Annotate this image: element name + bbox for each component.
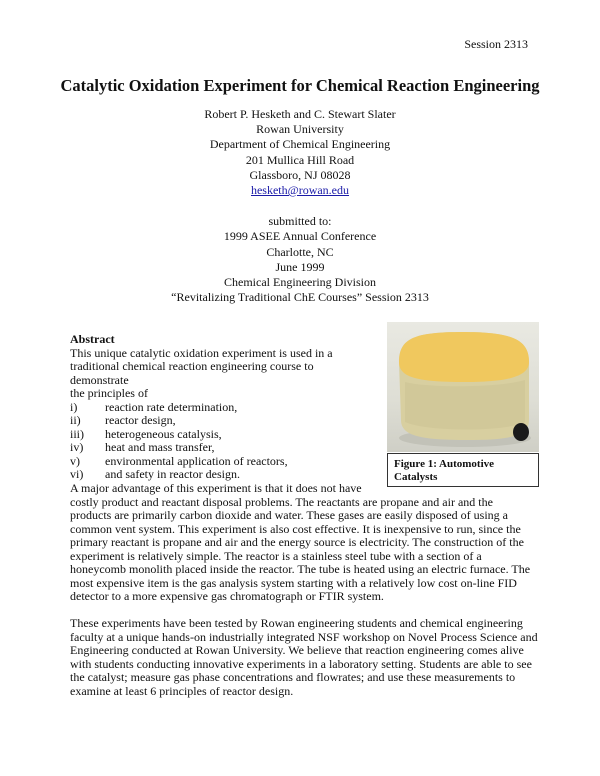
university: Rowan University xyxy=(256,122,344,137)
list-text: heterogeneous catalysis, xyxy=(105,426,222,441)
list-text: heat and mass transfer, xyxy=(105,440,215,454)
list-item xyxy=(70,441,370,455)
list-number: ii) xyxy=(70,413,81,427)
paragraph-line: primary reactant is propane and air and the energy source is electricity. The construction of the xyxy=(70,535,524,549)
small-catalyst-pellet xyxy=(513,423,529,441)
paper-title: Catalytic Oxidation Experiment for Chemical Reaction Engineering xyxy=(60,76,540,95)
street-address: 201 Mullica Hill Road xyxy=(245,152,355,167)
email-link[interactable]: hesketh@rowan.edu xyxy=(250,183,350,198)
list-item xyxy=(70,428,370,442)
catalyst-illustration xyxy=(387,322,539,452)
paragraph-line: detector to a more expensive gas chromatograph or FTIR system. xyxy=(70,589,384,603)
paragraph-line: These experiments have been tested by Rowan engineering students and chemical engineering xyxy=(70,616,523,630)
abstract-intro-line: the principles of xyxy=(70,386,148,400)
paragraph-line: experiment is relatively simple. The reactor is a stainless steel tube with a section of a xyxy=(70,548,482,563)
paragraph-line: A major advantage of this experiment is that it does not have xyxy=(70,481,362,495)
paragraph-advantages xyxy=(70,482,534,604)
list-number: iv) xyxy=(70,440,84,454)
principles-list xyxy=(70,401,370,482)
paragraph-line: the catalyst; measure gas phase concentrations and flowrates; and use these measurements to xyxy=(70,670,516,684)
list-number: i) xyxy=(70,399,78,414)
list-number: v) xyxy=(70,453,80,468)
list-text: reactor design, xyxy=(105,413,176,427)
submitted-to-label: submitted to: xyxy=(268,214,332,229)
list-item xyxy=(70,455,370,469)
conference-date: June 1999 xyxy=(275,259,325,274)
figure-caption-line2: Catalysts xyxy=(394,471,438,483)
paragraph-line: common vent system. This experiment is also cost effective. It is inexpensive to run, since the xyxy=(70,521,521,536)
paragraph-testing xyxy=(70,616,538,698)
paragraph-line: examine at least 6 principles of reactor design. xyxy=(70,683,294,698)
abstract-intro-line: This unique catalytic oxidation experiment is used in a xyxy=(70,345,333,360)
city-state: Glassboro, NJ 08028 xyxy=(249,167,351,182)
conference-name: 1999 ASEE Annual Conference xyxy=(223,229,377,244)
session-name: “Revitalizing Traditional ChE Courses” Session 2313 xyxy=(171,290,429,305)
author-names: Robert P. Hesketh and C. Stewart Slater xyxy=(204,107,396,121)
list-text: environmental application of reactors, xyxy=(105,453,288,468)
figure-caption-line1: Figure 1: Automotive xyxy=(394,458,495,470)
list-number: vi) xyxy=(70,467,84,481)
conference-location: Charlotte, NC xyxy=(266,244,334,259)
abstract-intro-line: traditional chemical reaction engineering course to demonstrate xyxy=(70,359,314,387)
paragraph-line: Engineering conducted at Rowan University. We believe that reaction engineering comes alive xyxy=(70,643,524,657)
list-text: reaction rate determination, xyxy=(105,399,238,414)
monolith-top xyxy=(399,332,529,382)
session-number: Session 2313 xyxy=(464,37,528,51)
list-number: iii) xyxy=(70,426,84,441)
list-item xyxy=(70,468,370,482)
abstract-section xyxy=(70,333,370,482)
author-block xyxy=(0,107,600,305)
paragraph-line: honeycomb monolith placed inside the reactor. The tube is heated using an electric furnace. The xyxy=(70,562,531,576)
list-item xyxy=(70,414,370,428)
abstract-heading: Abstract xyxy=(70,332,115,346)
paragraph-line: costly product and reactant disposal problems. The reactants are propane and air and the xyxy=(70,494,493,509)
list-item xyxy=(70,401,370,415)
paragraph-line: faculty at a unique hands-on industrially integrated NSF workshop on Novel Process Science and xyxy=(70,629,538,644)
department: Department of Chemical Engineering xyxy=(209,137,391,152)
division-name: Chemical Engineering Division xyxy=(224,275,376,290)
paragraph-line: with students conducting innovative experiments in a laboratory setting. Students are able to see xyxy=(70,656,532,671)
list-text: and safety in reactor design. xyxy=(105,467,240,481)
paragraph-line: most expensive item is the gas analysis system starting with a relatively low cost on-line FID xyxy=(70,575,517,590)
monolith-side-shade xyxy=(405,380,525,430)
catalyst-photo xyxy=(387,322,539,452)
paragraph-line: products are primarily carbon dioxide and water. These gases are easily disposed of using a xyxy=(70,508,508,522)
